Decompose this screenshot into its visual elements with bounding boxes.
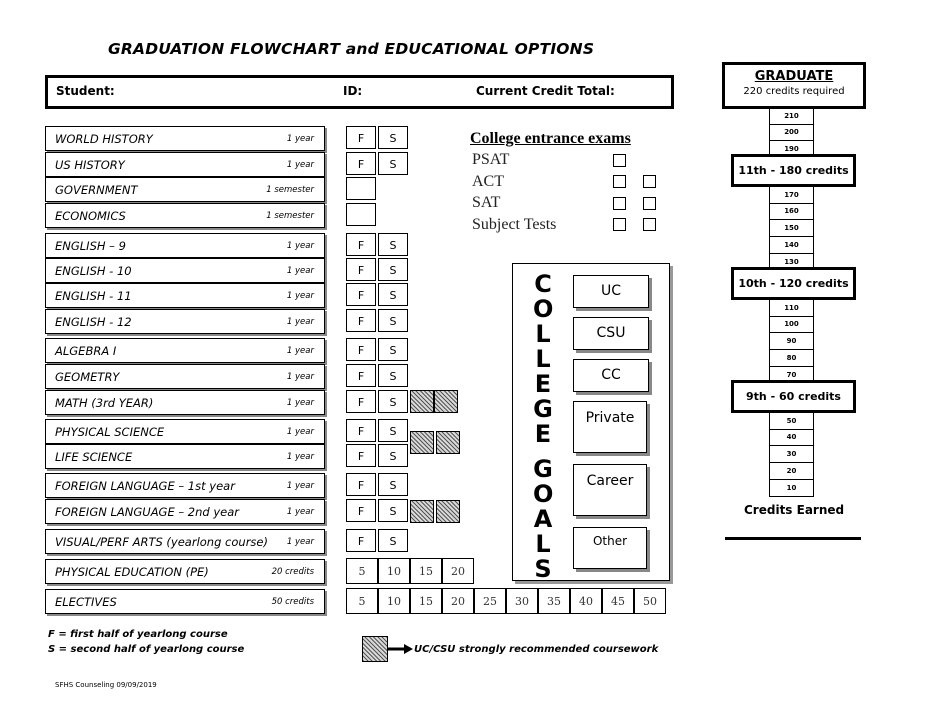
goal-cc[interactable]: CC <box>573 359 649 392</box>
course-duration: 1 year <box>286 291 314 301</box>
ladder-cell[interactable]: 170 <box>769 186 814 204</box>
arrow-right-icon <box>388 643 414 655</box>
act-checkbox-2[interactable] <box>643 175 656 188</box>
student-label: Student: <box>56 84 115 98</box>
course-name: PHYSICAL SCIENCE <box>55 425 165 439</box>
course-duration: 1 semester <box>266 211 314 221</box>
course-name: ECONOMICS <box>55 209 126 223</box>
course-duration: 20 credits <box>271 567 314 577</box>
goals-letter: G <box>533 455 553 483</box>
ladder-cell[interactable]: 130 <box>769 254 814 271</box>
course-duration: 50 credits <box>271 597 314 607</box>
goal-private[interactable]: Private <box>573 401 647 453</box>
recommended-science-box-2[interactable] <box>436 431 460 454</box>
course-name: LIFE SCIENCE <box>55 450 133 464</box>
first-half-box[interactable]: F <box>346 283 376 306</box>
ladder-cell[interactable]: 30 <box>769 446 814 463</box>
course-duration: 1 year <box>286 160 314 170</box>
first-half-box[interactable]: F <box>346 309 376 332</box>
course-duration: 1 year <box>286 481 314 491</box>
subject-tests-checkbox-1[interactable] <box>613 218 626 231</box>
course-duration: 1 year <box>286 317 314 327</box>
second-half-box[interactable]: S <box>378 529 408 552</box>
ladder-cell[interactable]: 200 <box>769 124 814 141</box>
milestone-11th: 11th - 180 credits <box>731 154 856 187</box>
first-half-box[interactable]: F <box>346 126 376 149</box>
sat-checkbox-1[interactable] <box>613 197 626 210</box>
course-name: ENGLISH - 12 <box>55 315 132 329</box>
recommended-language-box-1[interactable] <box>410 500 434 523</box>
graduate-required: 220 credits required <box>743 86 845 97</box>
sat-checkbox-2[interactable] <box>643 197 656 210</box>
milestone-9th: 9th - 60 credits <box>731 380 856 413</box>
course-name: GOVERNMENT <box>55 183 138 197</box>
goal-other[interactable]: Other <box>573 527 647 569</box>
first-half-box[interactable]: F <box>346 444 376 467</box>
goals-letter: S <box>534 555 552 583</box>
course-duration: 1 year <box>286 452 314 462</box>
course-name: ALGEBRA I <box>55 344 117 358</box>
elective-credit-50[interactable]: 50 <box>634 588 666 614</box>
recommended-science-box-1[interactable] <box>410 431 434 454</box>
course-duration: 1 year <box>286 398 314 408</box>
ladder-cell[interactable]: 50 <box>769 412 814 430</box>
credit-total-label: Current Credit Total: <box>476 84 615 98</box>
second-half-box[interactable]: S <box>378 152 408 175</box>
course-row <box>45 364 325 389</box>
course-row <box>45 419 325 444</box>
goal-csu[interactable]: CSU <box>573 317 649 350</box>
second-half-box[interactable]: S <box>378 338 408 361</box>
goals-letter: L <box>535 530 551 558</box>
pe-credit-10[interactable]: 10 <box>378 558 410 584</box>
exam-act: ACT <box>472 173 504 190</box>
credits-earned-line[interactable] <box>725 537 861 540</box>
ladder-cell[interactable]: 20 <box>769 463 814 480</box>
course-duration: 1 year <box>286 241 314 251</box>
ladder-cell[interactable]: 10 <box>769 480 814 497</box>
course-row <box>45 126 325 151</box>
page-title: GRADUATION FLOWCHART and EDUCATIONAL OPTIONS <box>108 40 595 58</box>
ladder-cell[interactable]: 100 <box>769 316 814 333</box>
goals-letter: O <box>533 295 554 323</box>
elective-credit-35[interactable]: 35 <box>538 588 570 614</box>
id-label: ID: <box>343 84 363 98</box>
graduate-title: GRADUATE <box>754 69 834 84</box>
second-half-box[interactable]: S <box>378 390 408 413</box>
course-duration: 1 year <box>286 427 314 437</box>
s-note: S = second half of yearlong course <box>48 644 245 655</box>
course-row <box>45 203 325 228</box>
elective-credit-45[interactable]: 45 <box>602 588 634 614</box>
hatch-note: UC/CSU strongly recommended coursework <box>414 644 659 655</box>
goal-uc[interactable]: UC <box>573 275 649 308</box>
ladder-cell[interactable]: 70 <box>769 367 814 384</box>
course-name: FOREIGN LANGUAGE – 2nd year <box>55 505 240 519</box>
course-duration: 1 year <box>286 134 314 144</box>
pe-credit-5[interactable]: 5 <box>346 558 378 584</box>
first-half-box[interactable]: F <box>346 419 376 442</box>
recommended-math-box-1[interactable] <box>410 390 434 413</box>
second-half-box[interactable]: S <box>378 233 408 256</box>
course-row <box>45 309 325 334</box>
first-half-box[interactable]: F <box>346 258 376 281</box>
second-half-box[interactable]: S <box>378 473 408 496</box>
goals-letter: L <box>535 345 551 373</box>
elective-credit-30[interactable]: 30 <box>506 588 538 614</box>
course-name: VISUAL/PERF ARTS (yearlong course) <box>55 535 268 549</box>
second-half-box[interactable]: S <box>378 444 408 467</box>
milestone-10th: 10th - 120 credits <box>731 267 856 300</box>
course-duration: 1 year <box>286 346 314 356</box>
ladder-cell[interactable]: 210 <box>769 107 814 125</box>
course-name: GEOMETRY <box>55 370 120 384</box>
course-row <box>45 559 325 584</box>
course-duration: 1 year <box>286 266 314 276</box>
recommended-math-box-2[interactable] <box>434 390 458 413</box>
second-half-box[interactable]: S <box>378 283 408 306</box>
exam-psat: PSAT <box>472 151 510 168</box>
course-name: PHYSICAL EDUCATION (PE) <box>55 565 209 579</box>
ladder-cell[interactable]: 80 <box>769 350 814 367</box>
first-half-box[interactable]: F <box>346 499 376 522</box>
goals-letter: C <box>534 270 552 298</box>
first-half-box[interactable]: F <box>346 390 376 413</box>
first-half-box[interactable]: F <box>346 152 376 175</box>
course-name: MATH (3rd YEAR) <box>55 396 154 410</box>
second-half-box[interactable]: S <box>378 258 408 281</box>
ladder-cell[interactable]: 190 <box>769 141 814 158</box>
subject-tests-checkbox-2[interactable] <box>643 218 656 231</box>
elective-credit-10[interactable]: 10 <box>378 588 410 614</box>
course-duration: 1 year <box>286 507 314 517</box>
pe-credit-15[interactable]: 15 <box>410 558 442 584</box>
course-name: FOREIGN LANGUAGE – 1st year <box>55 479 235 493</box>
second-half-box[interactable]: S <box>378 499 408 522</box>
ladder-cell[interactable]: 160 <box>769 203 814 220</box>
f-note: F = first half of yearlong course <box>48 629 228 640</box>
second-half-box[interactable]: S <box>378 364 408 387</box>
graduate-box <box>722 62 866 109</box>
recommended-language-box-2[interactable] <box>436 500 460 523</box>
ladder-cell[interactable]: 40 <box>769 429 814 446</box>
first-half-box[interactable]: F <box>346 529 376 552</box>
goals-letter: O <box>533 480 554 508</box>
goals-letter: E <box>534 370 552 398</box>
course-row <box>45 529 325 554</box>
course-row <box>45 338 325 363</box>
ladder-cell[interactable]: 90 <box>769 333 814 350</box>
goals-letter: A <box>533 505 553 533</box>
elective-credit-15[interactable]: 15 <box>410 588 442 614</box>
first-half-box[interactable]: F <box>346 364 376 387</box>
semester-box[interactable] <box>346 177 376 200</box>
goals-letter: E <box>534 420 552 448</box>
exam-sat: SAT <box>472 194 501 211</box>
course-row <box>45 152 325 177</box>
semester-box[interactable] <box>346 203 376 226</box>
course-row <box>45 390 325 415</box>
second-half-box[interactable]: S <box>378 419 408 442</box>
elective-credit-20[interactable]: 20 <box>442 588 474 614</box>
course-name: ENGLISH – 9 <box>55 239 126 253</box>
course-row <box>45 473 325 498</box>
psat-checkbox[interactable] <box>613 154 626 167</box>
footer: SFHS Counseling 09/09/2019 <box>55 681 157 689</box>
course-name: WORLD HISTORY <box>55 132 153 146</box>
course-name: US HISTORY <box>55 158 125 172</box>
goals-letter: L <box>535 320 551 348</box>
course-name: ELECTIVES <box>55 595 117 609</box>
credits-earned-label: Credits Earned <box>744 503 845 517</box>
act-checkbox-1[interactable] <box>613 175 626 188</box>
course-name: ENGLISH - 11 <box>55 289 132 303</box>
course-name: ENGLISH - 10 <box>55 264 132 278</box>
course-row <box>45 499 325 524</box>
course-row <box>45 589 325 614</box>
exam-subject-tests: Subject Tests <box>472 216 557 233</box>
goal-career[interactable]: Career <box>573 464 647 516</box>
course-duration: 1 year <box>286 372 314 382</box>
course-row <box>45 233 325 258</box>
course-duration: 1 year <box>286 537 314 547</box>
first-half-box[interactable]: F <box>346 473 376 496</box>
second-half-box[interactable]: S <box>378 309 408 332</box>
course-row <box>45 258 325 283</box>
course-row <box>45 444 325 469</box>
first-half-box[interactable]: F <box>346 338 376 361</box>
ladder-cell[interactable]: 150 <box>769 220 814 237</box>
first-half-box[interactable]: F <box>346 233 376 256</box>
exams-title: College entrance exams <box>470 130 631 147</box>
legend-hatch-swatch <box>362 636 388 662</box>
goals-letter: G <box>533 395 553 423</box>
elective-credit-25[interactable]: 25 <box>474 588 506 614</box>
course-row <box>45 283 325 308</box>
elective-credit-5[interactable]: 5 <box>346 588 378 614</box>
course-row <box>45 177 325 202</box>
course-duration: 1 semester <box>266 185 314 195</box>
ladder-cell[interactable]: 110 <box>769 299 814 317</box>
elective-credit-40[interactable]: 40 <box>570 588 602 614</box>
ladder-cell[interactable]: 140 <box>769 237 814 254</box>
second-half-box[interactable]: S <box>378 126 408 149</box>
pe-credit-20[interactable]: 20 <box>442 558 474 584</box>
